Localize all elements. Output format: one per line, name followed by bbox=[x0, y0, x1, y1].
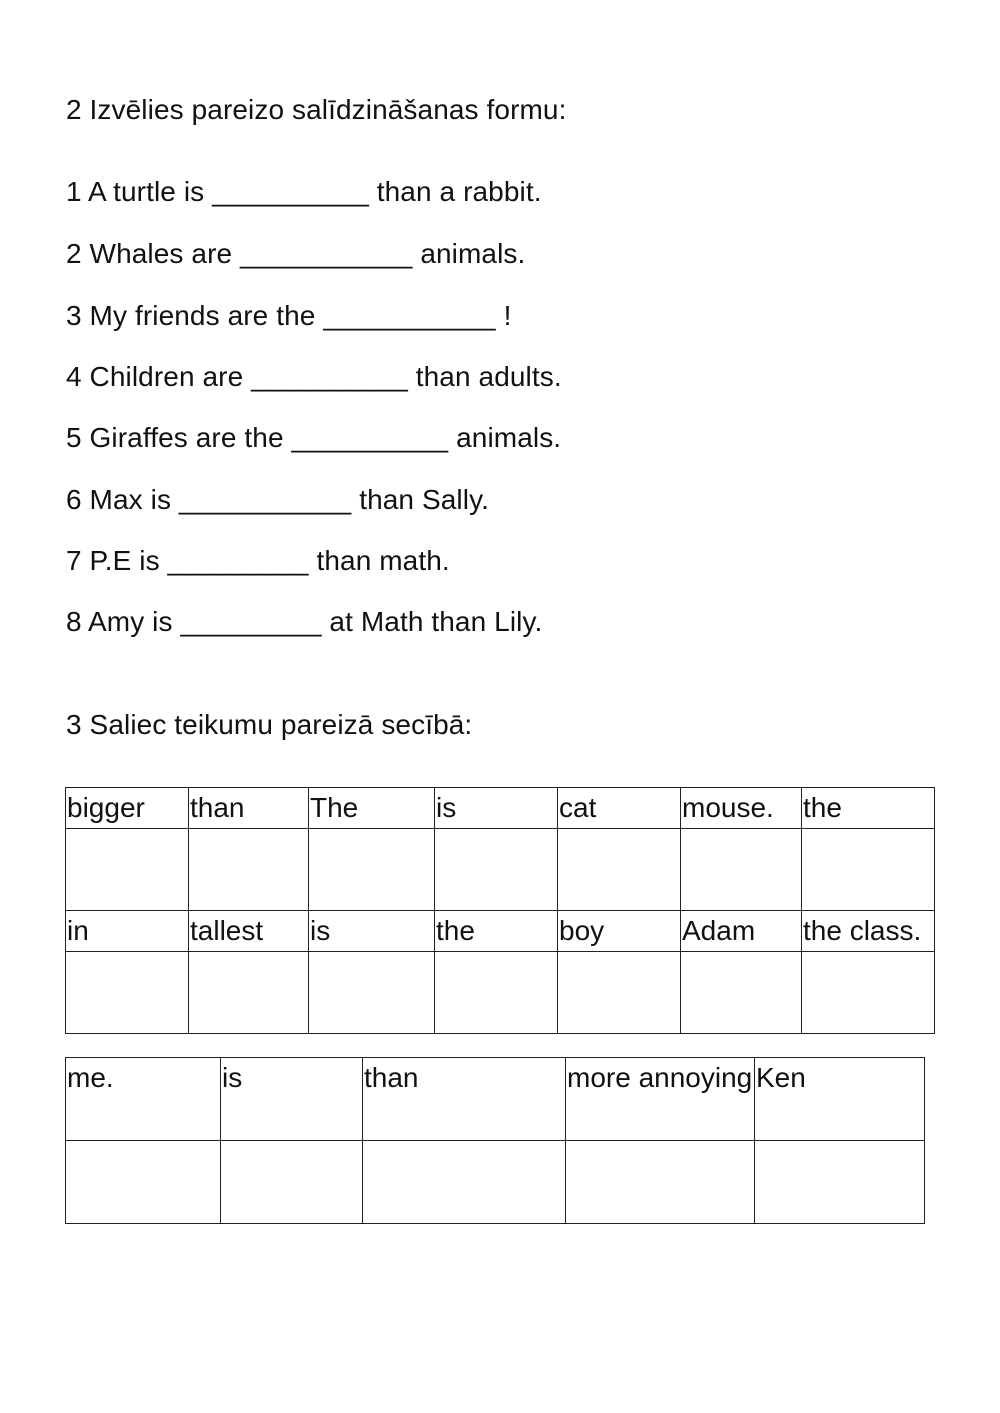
word-cell: boy bbox=[558, 911, 681, 952]
exercise-2-item-1: 1 A turtle is __________ than a rabbit. bbox=[66, 176, 542, 207]
word-cell: bigger bbox=[66, 788, 189, 829]
exercise-2-item-7: 7 P.E is _________ than math. bbox=[66, 545, 450, 576]
answer-cell[interactable] bbox=[309, 952, 435, 1034]
word-cell: cat bbox=[558, 788, 681, 829]
answer-cell[interactable] bbox=[66, 952, 189, 1034]
word-cell: more annoying bbox=[566, 1058, 755, 1141]
exercise-2-item-8: 8 Amy is _________ at Math than Lily. bbox=[66, 606, 543, 637]
exercise-2-item-4: 4 Children are __________ than adults. bbox=[66, 361, 562, 392]
answer-cell[interactable] bbox=[363, 1141, 566, 1224]
answer-cell[interactable] bbox=[66, 1141, 221, 1224]
table-row bbox=[66, 1141, 925, 1224]
word-cell: Ken bbox=[755, 1058, 925, 1141]
word-cell: the class. bbox=[802, 911, 935, 952]
exercise-2-item-2: 2 Whales are ___________ animals. bbox=[66, 238, 526, 269]
word-cell: is bbox=[309, 911, 435, 952]
word-order-table-2 bbox=[65, 1057, 925, 1224]
answer-cell[interactable] bbox=[221, 1141, 363, 1224]
table-row bbox=[66, 911, 935, 952]
exercise-2-heading: 2 Izvēlies pareizo salīdzināšanas formu: bbox=[66, 94, 567, 125]
word-cell: the bbox=[435, 911, 558, 952]
answer-cell[interactable] bbox=[189, 952, 309, 1034]
word-cell: The bbox=[309, 788, 435, 829]
answer-cell[interactable] bbox=[681, 952, 802, 1034]
answer-cell[interactable] bbox=[681, 829, 802, 911]
word-cell: than bbox=[363, 1058, 566, 1141]
table-row bbox=[66, 1058, 925, 1141]
word-cell: me. bbox=[66, 1058, 221, 1141]
answer-cell[interactable] bbox=[435, 952, 558, 1034]
word-cell: mouse. bbox=[681, 788, 802, 829]
exercise-2-item-6: 6 Max is ___________ than Sally. bbox=[66, 484, 489, 515]
answer-cell[interactable] bbox=[66, 829, 189, 911]
word-cell: is bbox=[435, 788, 558, 829]
answer-cell[interactable] bbox=[755, 1141, 925, 1224]
exercise-2-item-3: 3 My friends are the ___________ ! bbox=[66, 300, 512, 331]
word-cell: tallest bbox=[189, 911, 309, 952]
exercise-3-heading: 3 Saliec teikumu pareizā secībā: bbox=[66, 709, 473, 740]
word-cell: Adam bbox=[681, 911, 802, 952]
answer-cell[interactable] bbox=[435, 829, 558, 911]
word-cell: in bbox=[66, 911, 189, 952]
table-row bbox=[66, 952, 935, 1034]
word-cell: is bbox=[221, 1058, 363, 1141]
answer-cell[interactable] bbox=[558, 829, 681, 911]
word-cell: than bbox=[189, 788, 309, 829]
table-row bbox=[66, 829, 935, 911]
answer-cell[interactable] bbox=[566, 1141, 755, 1224]
answer-cell[interactable] bbox=[309, 829, 435, 911]
exercise-2-item-5: 5 Giraffes are the __________ animals. bbox=[66, 422, 562, 453]
word-cell: the bbox=[802, 788, 935, 829]
answer-cell[interactable] bbox=[189, 829, 309, 911]
answer-cell[interactable] bbox=[802, 952, 935, 1034]
answer-cell[interactable] bbox=[558, 952, 681, 1034]
word-order-table-1 bbox=[65, 787, 935, 1034]
answer-cell[interactable] bbox=[802, 829, 935, 911]
table-row bbox=[66, 788, 935, 829]
